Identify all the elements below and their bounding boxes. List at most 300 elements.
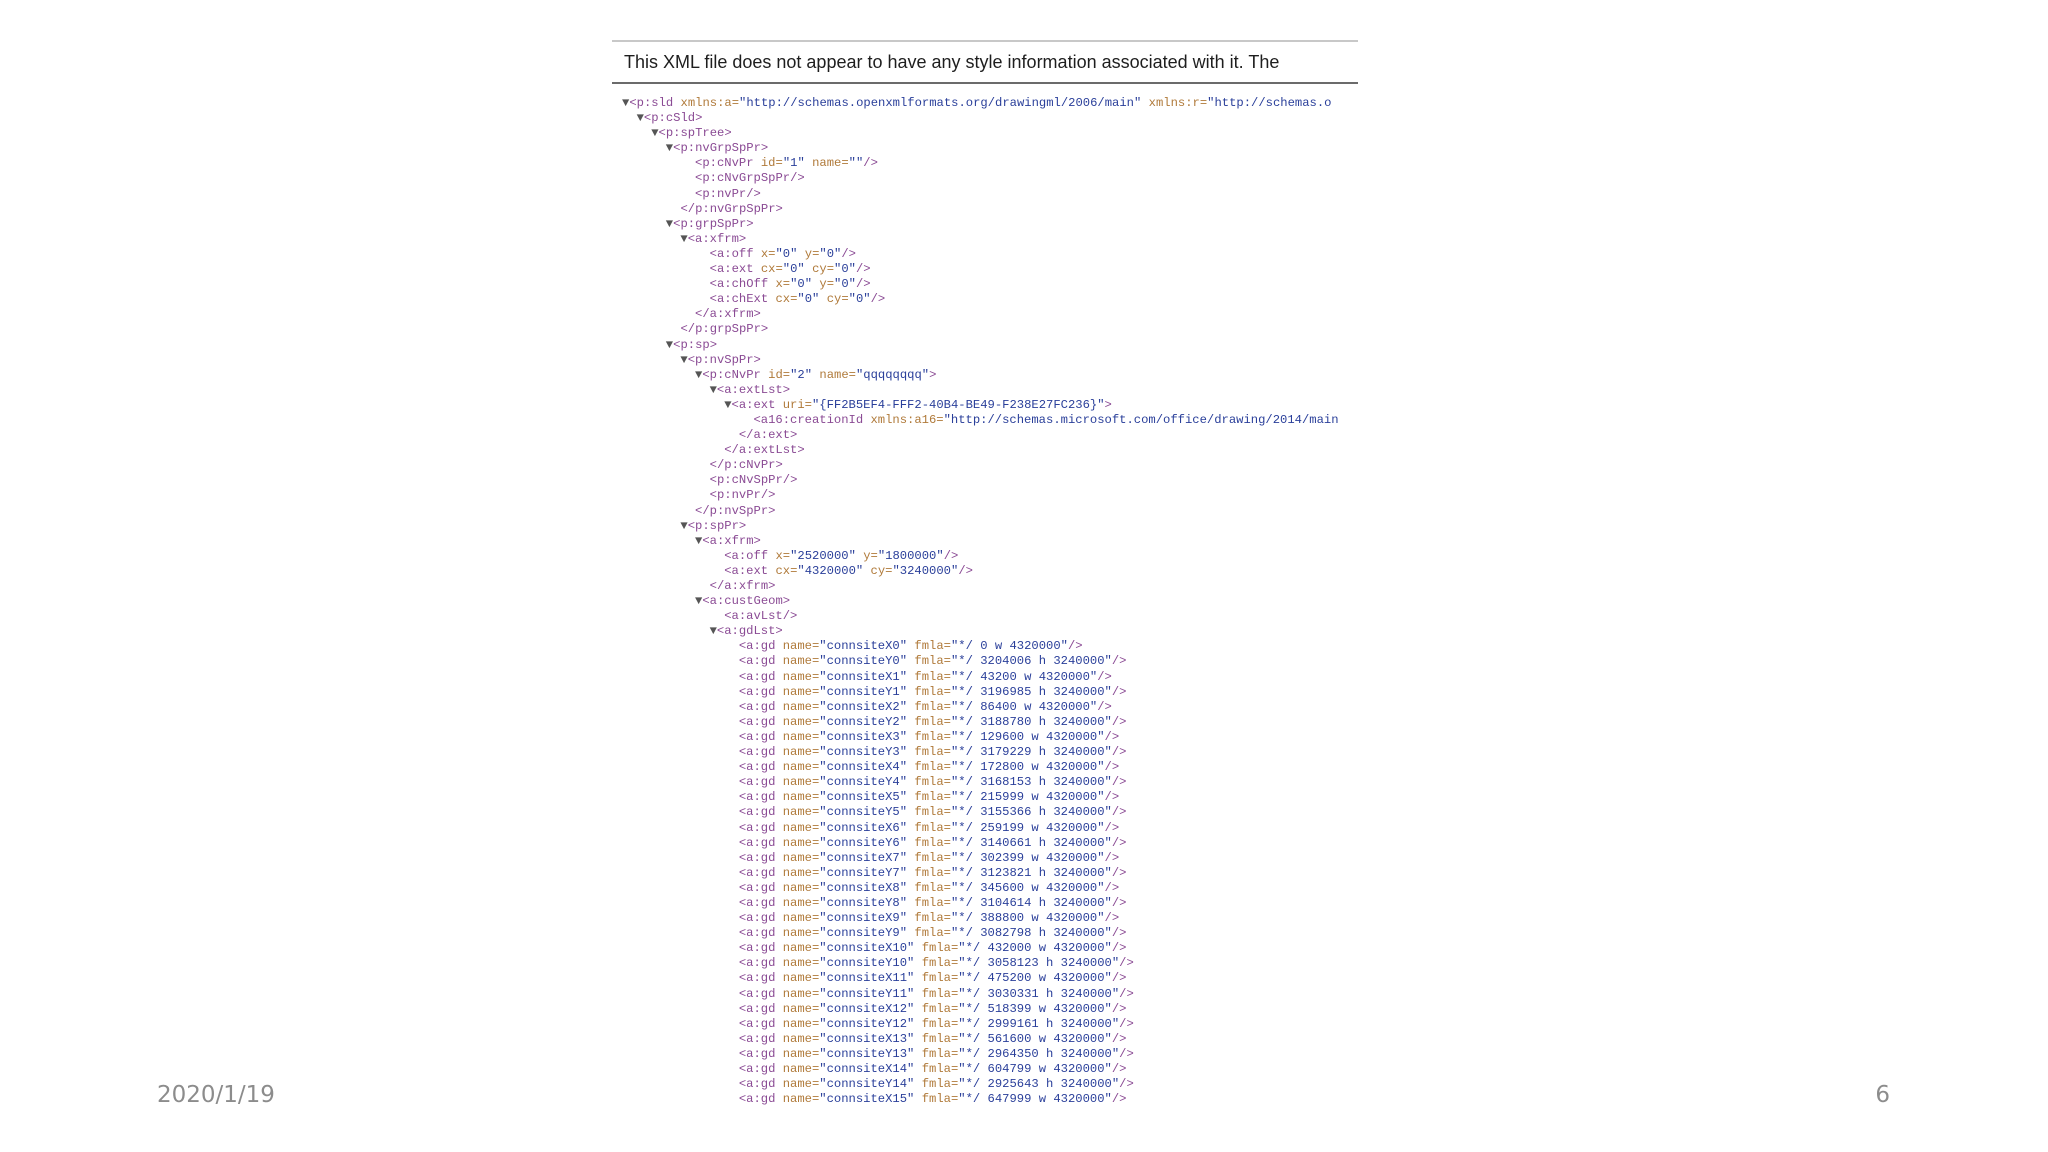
collapse-triangle-icon[interactable]: ▼	[636, 111, 644, 126]
xml-line	[622, 1017, 1358, 1032]
xml-tag: />	[1104, 729, 1120, 744]
xml-attr-name: cx=	[775, 563, 798, 578]
xml-tag: <p:nvPr/>	[695, 186, 761, 201]
xml-attr-value: "qqqqqqqq"	[855, 367, 930, 382]
xml-attr-value: "*/ 388800 w 4320000"	[950, 911, 1105, 926]
xml-attr-value: "connsiteX0"	[819, 639, 908, 654]
xml-attr-name: name=	[782, 1001, 820, 1016]
xml-line	[622, 745, 1358, 760]
xml-attr-value: "*/ 2964350 h 3240000"	[958, 1046, 1120, 1061]
xml-tag: <a:gd	[738, 760, 783, 775]
xml-attr-name: fmla=	[907, 880, 951, 895]
xml-attr-name: cy=	[863, 563, 893, 578]
xml-attr-name: fmla=	[907, 895, 951, 910]
xml-tag: <a:gdLst>	[716, 624, 783, 639]
xml-line	[622, 896, 1358, 911]
xml-tag: />	[1111, 895, 1127, 910]
xml-attr-name: fmla=	[914, 941, 959, 956]
xml-attr-value: "*/ 3179229 h 3240000"	[950, 745, 1112, 760]
xml-attr-name: fmla=	[907, 805, 951, 820]
xml-attr-value: "connsiteY0"	[819, 654, 908, 669]
xml-attr-name: name=	[782, 760, 820, 775]
xml-tag: />	[1111, 1092, 1127, 1107]
xml-line	[622, 277, 1358, 292]
xml-attr-name: x=	[760, 246, 776, 261]
xml-tag: <a:ext	[731, 397, 783, 412]
xml-attr-name: fmla=	[907, 760, 951, 775]
xml-attr-name: fmla=	[914, 956, 959, 971]
xml-line	[622, 443, 1358, 458]
xml-tag: <a:gd	[738, 835, 783, 850]
xml-attr-value: "*/ 2925643 h 3240000"	[958, 1077, 1120, 1092]
xml-attr-value: "connsiteX8"	[819, 880, 908, 895]
xml-attr-name: y=	[855, 548, 878, 563]
xml-attr-name: name=	[782, 669, 820, 684]
xml-attr-name: name=	[782, 1077, 820, 1092]
xml-line[interactable]	[622, 217, 1358, 232]
xml-line	[622, 262, 1358, 277]
xml-tag: <a:gd	[738, 1016, 783, 1031]
collapse-triangle-icon[interactable]: ▼	[651, 126, 659, 141]
xml-tag: </a:ext>	[738, 428, 798, 443]
xml-line	[622, 941, 1358, 956]
xml-attr-name: fmla=	[914, 1077, 959, 1092]
xml-line	[622, 715, 1358, 730]
xml-attr-name: fmla=	[907, 926, 951, 941]
xml-attr-name: name=	[804, 156, 849, 171]
xml-attr-value: "connsiteY14"	[819, 1077, 915, 1092]
xml-attr-name: name=	[782, 790, 820, 805]
xml-tag: <a:gd	[738, 1092, 783, 1107]
xml-attr-value: "connsiteY6"	[819, 835, 908, 850]
xml-line	[622, 730, 1358, 745]
xml-line	[622, 881, 1358, 896]
xml-tag: />	[1104, 911, 1120, 926]
xml-attr-name: fmla=	[907, 835, 951, 850]
xml-line[interactable]	[622, 398, 1358, 413]
xml-line	[622, 1092, 1358, 1107]
xml-attr-value: "*/ 3140661 h 3240000"	[950, 835, 1112, 850]
collapse-triangle-icon[interactable]: ▼	[680, 518, 688, 533]
xml-attr-name: uri=	[782, 397, 812, 412]
xml-attr-value: "connsiteX2"	[819, 699, 908, 714]
xml-attr-value: "connsiteX14"	[819, 1062, 915, 1076]
xml-line	[622, 473, 1358, 488]
xml-line	[622, 911, 1358, 926]
slide-date: 2020/1/19	[157, 1082, 275, 1108]
xml-tag: />	[958, 563, 973, 578]
xml-line	[622, 488, 1358, 503]
xml-tag: />	[1104, 880, 1120, 895]
xml-tag: />	[1111, 684, 1127, 699]
xml-attr-value: "*/ 259199 w 4320000"	[950, 820, 1105, 835]
xml-attr-name: name=	[782, 941, 820, 956]
xml-tag: </p:nvGrpSpPr>	[680, 201, 783, 216]
collapse-triangle-icon[interactable]: ▼	[695, 367, 703, 382]
xml-line[interactable]	[622, 383, 1358, 398]
xml-attr-value: ""	[848, 156, 864, 171]
xml-attr-value: "*/ 2999161 h 3240000"	[958, 1016, 1120, 1031]
xml-tag: <a:gd	[738, 880, 783, 895]
xml-attr-name: name=	[782, 850, 820, 865]
xml-tag: <p:nvSpPr>	[687, 352, 761, 367]
xml-attr-name: name=	[782, 1031, 820, 1046]
xml-viewer-screenshot	[612, 40, 1358, 1112]
xml-attr-value: "1800000"	[877, 548, 944, 563]
xml-tag: />	[1111, 745, 1127, 760]
collapse-triangle-icon[interactable]: ▼	[665, 216, 674, 231]
xml-line	[622, 971, 1358, 986]
xml-tag: />	[870, 292, 886, 307]
xml-attr-name: cy=	[804, 262, 835, 277]
xml-attr-name: xmlns:r=	[1141, 96, 1208, 110]
xml-attr-value: "2520000"	[790, 548, 856, 563]
xml-attr-value: "*/ 345600 w 4320000"	[950, 880, 1105, 895]
collapse-triangle-icon[interactable]: ▼	[695, 594, 703, 609]
xml-tag: <a:xfrm>	[687, 231, 747, 246]
xml-line	[622, 926, 1358, 941]
xml-attr-value: "*/ 215999 w 4320000"	[950, 790, 1105, 805]
xml-attr-name: fmla=	[907, 639, 951, 654]
xml-attr-value: "http://schemas.microsoft.com/office/drawing/2014/main	[943, 412, 1339, 427]
xml-tag: />	[1104, 760, 1120, 775]
xml-tag: />	[1111, 835, 1127, 850]
collapse-triangle-icon[interactable]: ▼	[709, 382, 717, 397]
xml-line	[622, 549, 1358, 564]
xml-attr-name: name=	[782, 699, 820, 714]
xml-attr-value: "0"	[775, 246, 798, 261]
xml-attr-name: name=	[782, 639, 820, 654]
xml-line[interactable]	[622, 534, 1358, 549]
xml-tag: />	[1111, 714, 1127, 729]
xml-tag: />	[1111, 1062, 1127, 1076]
xml-line	[622, 307, 1358, 322]
xml-tag: />	[1104, 790, 1120, 805]
xml-attr-name: name=	[782, 1046, 820, 1061]
xml-line	[622, 1002, 1358, 1017]
xml-line	[622, 322, 1358, 337]
xml-attr-name: name=	[782, 865, 820, 880]
xml-attr-value: "connsiteY2"	[819, 714, 908, 729]
xml-tag: <p:spTree>	[658, 126, 732, 141]
xml-attr-name: fmla=	[907, 669, 951, 684]
xml-tag: />	[1111, 971, 1127, 986]
xml-attr-name: name=	[782, 971, 820, 986]
xml-attr-name: name=	[782, 895, 820, 910]
xml-attr-name: cy=	[819, 292, 849, 307]
xml-attr-name: name=	[782, 684, 820, 699]
xml-tag: <p:cNvSpPr/>	[709, 473, 798, 488]
xml-tag: />	[855, 277, 871, 292]
xml-line	[622, 639, 1358, 654]
xml-tag: <a:ext	[709, 262, 761, 277]
xml-line	[622, 292, 1358, 307]
xml-line	[622, 700, 1358, 715]
xml-attr-name: name=	[782, 986, 820, 1001]
xml-attr-value: "connsiteX7"	[819, 850, 908, 865]
xml-tag: <a:gd	[738, 745, 783, 760]
xml-tag: />	[863, 156, 878, 171]
xml-line	[622, 821, 1358, 836]
xml-line[interactable]	[622, 353, 1358, 368]
collapse-triangle-icon[interactable]: ▼	[665, 141, 674, 156]
xml-attr-name: y=	[797, 246, 820, 261]
xml-tag: <a:extLst>	[716, 382, 791, 397]
xml-attr-value: "*/ 3155366 h 3240000"	[950, 805, 1112, 820]
xml-attr-name: name=	[782, 956, 820, 971]
xml-tag: <a:gd	[738, 986, 783, 1001]
xml-line	[622, 428, 1358, 443]
xml-attr-value: "connsiteX5"	[819, 790, 908, 805]
xml-tag: <a:gd	[738, 699, 783, 714]
xml-attr-name: name=	[782, 1016, 820, 1031]
xml-tree	[622, 96, 1358, 1112]
xml-attr-name: cx=	[760, 262, 783, 277]
xml-attr-name: name=	[782, 775, 820, 790]
xml-tag: />	[1111, 805, 1127, 820]
xml-tag: />	[1104, 850, 1120, 865]
xml-tag: <a:off	[724, 548, 776, 563]
xml-attr-name: name=	[782, 714, 820, 729]
xml-tag: <a:gd	[738, 1001, 783, 1016]
xml-attr-value: "3240000"	[892, 563, 959, 578]
xml-attr-value: "connsiteY3"	[819, 745, 908, 760]
xml-tag: <a:gd	[738, 684, 783, 699]
xml-line	[622, 790, 1358, 805]
xml-line	[622, 247, 1358, 262]
xml-attr-name: fmla=	[914, 1031, 959, 1046]
xml-tag: />	[1119, 1016, 1134, 1031]
xml-attr-value: "*/ 3168153 h 3240000"	[950, 775, 1112, 790]
xml-attr-name: name=	[812, 367, 856, 382]
xml-tag: </a:xfrm>	[709, 579, 776, 593]
xml-tag: />	[1119, 1077, 1134, 1092]
xml-tag: </a:xfrm>	[695, 307, 761, 322]
xml-line[interactable]	[622, 338, 1358, 353]
xml-attr-name: cx=	[775, 292, 798, 307]
xml-attr-value: "*/ 129600 w 4320000"	[950, 729, 1105, 744]
xml-attr-value: "*/ 518399 w 4320000"	[958, 1001, 1112, 1016]
xml-tag: />	[1119, 986, 1134, 1001]
xml-tag: <a:gd	[738, 1077, 783, 1092]
xml-attr-value: "*/ 0 w 4320000"	[950, 639, 1068, 654]
xml-attr-name: fmla=	[907, 790, 951, 805]
xml-tag: <p:nvGrpSpPr>	[673, 141, 769, 156]
xml-tag: />	[1119, 1046, 1134, 1061]
xml-line	[622, 987, 1358, 1002]
xml-tag: <p:sp>	[673, 337, 718, 352]
xml-line[interactable]	[622, 594, 1358, 609]
xml-line	[622, 956, 1358, 971]
xml-tag: />	[1111, 941, 1127, 956]
xml-attr-name: fmla=	[907, 714, 951, 729]
xml-attr-name: fmla=	[907, 729, 951, 744]
xml-line[interactable]	[622, 141, 1358, 156]
xml-attr-value: "connsiteY4"	[819, 775, 908, 790]
xml-line	[622, 775, 1358, 790]
xml-attr-name: name=	[782, 654, 820, 669]
xml-tag: />	[1111, 865, 1127, 880]
xml-attr-value: "connsiteX3"	[819, 729, 908, 744]
xml-attr-value: "0"	[834, 277, 856, 292]
xml-tag: />	[1111, 1031, 1127, 1046]
xml-attr-name: fmla=	[907, 865, 951, 880]
xml-attr-name: x=	[775, 277, 791, 292]
xml-attr-value: "0"	[782, 262, 805, 277]
xml-tag: </a:extLst>	[724, 443, 805, 458]
xml-attr-value: "*/ 43200 w 4320000"	[950, 669, 1098, 684]
xml-line	[622, 187, 1358, 202]
collapse-triangle-icon[interactable]: ▼	[724, 397, 732, 412]
xml-attr-name: fmla=	[907, 911, 951, 926]
xml-tag: <a:gd	[738, 669, 783, 684]
xml-line[interactable]	[622, 232, 1358, 247]
collapse-triangle-icon[interactable]: ▼	[680, 352, 688, 367]
xml-tag: />	[1119, 956, 1134, 971]
xml-attr-value: "connsiteX12"	[819, 1001, 915, 1016]
xml-tag: <p:spPr>	[687, 518, 747, 533]
xml-attr-name: fmla=	[914, 1092, 959, 1107]
xml-attr-value: "*/ 172800 w 4320000"	[950, 760, 1105, 775]
xml-attr-name: name=	[782, 926, 820, 941]
xml-tag: <a:chExt	[709, 292, 776, 307]
xml-attr-name: fmla=	[907, 850, 951, 865]
xml-attr-value: "*/ 3204006 h 3240000"	[950, 654, 1112, 669]
xml-attr-name: id=	[768, 367, 791, 382]
xml-attr-value: "*/ 561600 w 4320000"	[958, 1031, 1112, 1046]
xml-tag: <p:cNvGrpSpPr/>	[695, 171, 805, 186]
xml-attr-name: fmla=	[914, 1046, 959, 1061]
xml-attr-value: "0"	[819, 246, 842, 261]
xml-line	[622, 609, 1358, 624]
xml-tag: <a:avLst/>	[724, 609, 798, 624]
xml-attr-name: fmla=	[907, 654, 951, 669]
xml-attr-value: "*/ 475200 w 4320000"	[958, 971, 1112, 986]
xml-tag: >	[929, 367, 937, 382]
xml-tag: <a:gd	[738, 714, 783, 729]
xml-line[interactable]	[622, 126, 1358, 141]
xml-attr-value: "{FF2B5EF4-FFF2-40B4-BE49-F238E27FC236}"	[811, 397, 1105, 412]
xml-tag: <a:gd	[738, 941, 783, 956]
xml-line[interactable]	[622, 111, 1358, 126]
xml-attr-name: name=	[782, 835, 820, 850]
xml-line[interactable]	[622, 519, 1358, 534]
xml-line	[622, 156, 1358, 171]
xml-attr-name: fmla=	[907, 699, 951, 714]
xml-tag: />	[1111, 654, 1127, 669]
xml-attr-value: "connsiteY10"	[819, 956, 915, 971]
xml-tag: <a16:creationId	[753, 412, 871, 427]
xml-tag: </p:nvSpPr>	[695, 503, 776, 518]
xml-attr-value: "connsiteX15"	[819, 1092, 915, 1107]
xml-attr-value: "0"	[848, 292, 871, 307]
xml-attr-value: "0"	[797, 292, 820, 307]
slide-number: 6	[1875, 1082, 1890, 1108]
xml-attr-value: "*/ 647999 w 4320000"	[958, 1092, 1112, 1107]
xml-attr-value: "connsiteY8"	[819, 895, 908, 910]
xml-tag: <a:xfrm>	[702, 533, 761, 548]
xml-attr-value: "0"	[790, 277, 813, 292]
xml-line	[622, 1077, 1358, 1092]
xml-attr-value: "connsiteY7"	[819, 865, 908, 880]
xml-line[interactable]	[622, 624, 1358, 639]
xml-line	[622, 202, 1358, 217]
xml-attr-name: name=	[782, 805, 820, 820]
xml-attr-value: "connsiteY9"	[819, 926, 908, 941]
xml-line	[622, 836, 1358, 851]
xml-line	[622, 579, 1358, 594]
xml-attr-value: "*/ 604799 w 4320000"	[958, 1062, 1112, 1076]
xml-tag: <a:gd	[738, 895, 783, 910]
xml-tag: </p:cNvPr>	[709, 458, 783, 473]
xml-line[interactable]	[622, 368, 1358, 383]
xml-tag: <a:gd	[738, 729, 783, 744]
xml-tag: />	[855, 262, 871, 277]
xml-line	[622, 458, 1358, 473]
xml-attr-name: fmla=	[914, 1062, 959, 1076]
xml-tag: <a:gd	[738, 971, 783, 986]
xml-tag: <p:cSld>	[643, 111, 703, 126]
xml-line[interactable]	[622, 96, 1358, 111]
xml-attr-value: "http://schemas.openxmlformats.org/drawingml/2006/main"	[739, 96, 1142, 110]
xml-attr-name: x=	[775, 548, 791, 563]
xml-attr-value: "*/ 3104614 h 3240000"	[950, 895, 1112, 910]
xml-tag: <a:gd	[738, 820, 783, 835]
xml-tag: />	[943, 548, 959, 563]
xml-attr-name: name=	[782, 820, 820, 835]
xml-tag: <a:ext	[724, 563, 776, 578]
xml-attr-value: "connsiteY12"	[819, 1016, 915, 1031]
xml-attr-name: xmlns:a16=	[870, 412, 944, 427]
collapse-triangle-icon[interactable]: ▼	[665, 337, 674, 352]
xml-tag: />	[841, 246, 856, 261]
xml-attr-name: name=	[782, 1092, 820, 1107]
xml-attr-value: "connsiteY13"	[819, 1046, 915, 1061]
xml-tag: />	[1111, 775, 1127, 790]
xml-line	[622, 760, 1358, 775]
xml-attr-name: fmla=	[907, 775, 951, 790]
xml-tag: <a:gd	[738, 775, 783, 790]
xml-attr-value: "connsiteX11"	[819, 971, 915, 986]
xml-attr-value: "connsiteX6"	[819, 820, 908, 835]
xml-tag: />	[1111, 926, 1127, 941]
xml-attr-name: y=	[812, 277, 835, 292]
xml-attr-name: fmla=	[914, 1001, 959, 1016]
xml-tag: <a:chOff	[709, 277, 776, 292]
xml-attr-value: "*/ 3188780 h 3240000"	[950, 714, 1112, 729]
xml-attr-value: "connsiteX1"	[819, 669, 908, 684]
collapse-triangle-icon[interactable]: ▼	[709, 624, 717, 639]
xml-line	[622, 851, 1358, 866]
xml-attr-value: "connsiteX9"	[819, 911, 908, 926]
collapse-triangle-icon[interactable]: ▼	[622, 96, 630, 110]
collapse-triangle-icon[interactable]: ▼	[680, 231, 688, 246]
xml-tag: >	[1104, 397, 1112, 412]
xml-attr-name: xmlns:a=	[680, 96, 740, 110]
xml-attr-value: "*/ 3082798 h 3240000"	[950, 926, 1112, 941]
xml-tag: <a:gd	[738, 1031, 783, 1046]
xml-attr-name: name=	[782, 1062, 820, 1076]
xml-attr-name: name=	[782, 729, 820, 744]
xml-line	[622, 654, 1358, 669]
xml-tag: />	[1097, 669, 1112, 684]
xml-attr-name: fmla=	[907, 820, 951, 835]
xml-attr-value: "*/ 3123821 h 3240000"	[950, 865, 1112, 880]
xml-tag: <a:gd	[738, 865, 783, 880]
xml-attr-value: "*/ 86400 w 4320000"	[950, 699, 1098, 714]
xml-tag: <a:gd	[738, 805, 783, 820]
collapse-triangle-icon[interactable]: ▼	[695, 533, 703, 548]
